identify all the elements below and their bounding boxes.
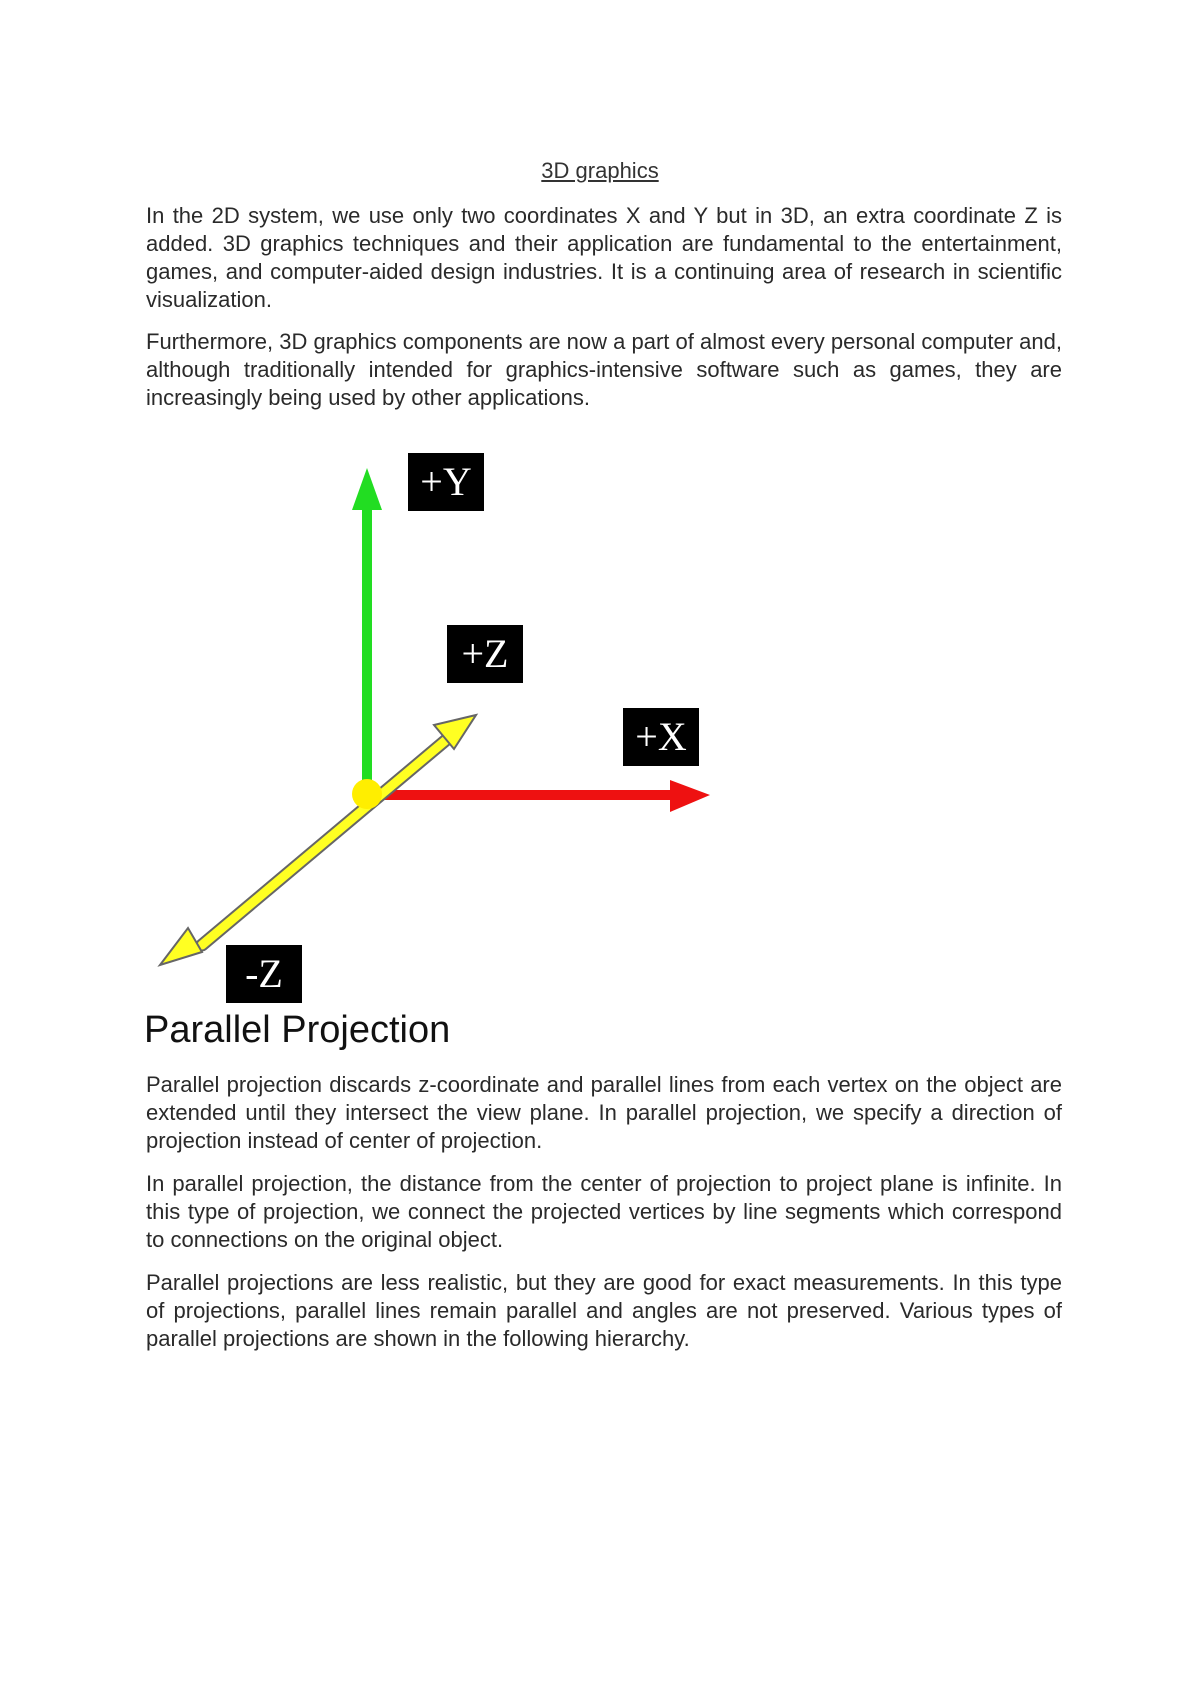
y-axis-arrow-icon	[352, 468, 382, 796]
svg-text:+Z: +Z	[461, 631, 509, 676]
section-paragraph-1: Parallel projection discards z-coordinate and parallel lines from each vertex on the object are extended until they intersect the view plane. In parallel projection, we specify a direction of projection instead of center of projection.	[146, 1072, 1062, 1153]
svg-text:+Y: +Y	[420, 459, 472, 504]
x-axis-arrow-icon	[368, 780, 710, 812]
z-axis-double-arrow-icon	[160, 715, 476, 965]
label-z-minus	[226, 945, 302, 1003]
label-z-plus	[447, 625, 523, 683]
section-heading: Parallel Projection	[144, 1009, 451, 1051]
3d-axes-diagram	[140, 440, 760, 1020]
intro-paragraph-2: Furthermore, 3D graphics components are now a part of almost every personal computer and, although traditionally intended for graphics-intensive software such as games, they are increasingly being used by other applications.	[146, 329, 1062, 410]
svg-text:+X: +X	[635, 714, 687, 759]
page-title: 3D graphics	[541, 158, 659, 183]
section-paragraph-2: In parallel projection, the distance from the center of projection to project plane is infinite. In this type of projection, we connect the projected vertices by line segments which correspond to connections on the original object.	[146, 1171, 1062, 1252]
section-paragraph-3: Parallel projections are less realistic, but they are good for exact measurements. In this type of projections, parallel lines remain parallel and angles are not preserved. Various types of parallel projections are shown in the following hierarchy.	[146, 1270, 1062, 1351]
svg-text:-Z: -Z	[245, 951, 283, 996]
intro-paragraph-1: In the 2D system, we use only two coordinates X and Y but in 3D, an extra coordinate Z is added. 3D graphics techniques and their application are fundamental to the entertainment, games, and computer-aided design industries. It is a continuing area of research in scientific visualization.	[146, 203, 1062, 312]
label-y-plus	[408, 453, 484, 511]
label-x-plus	[623, 708, 699, 766]
origin-dot-icon	[352, 779, 382, 809]
